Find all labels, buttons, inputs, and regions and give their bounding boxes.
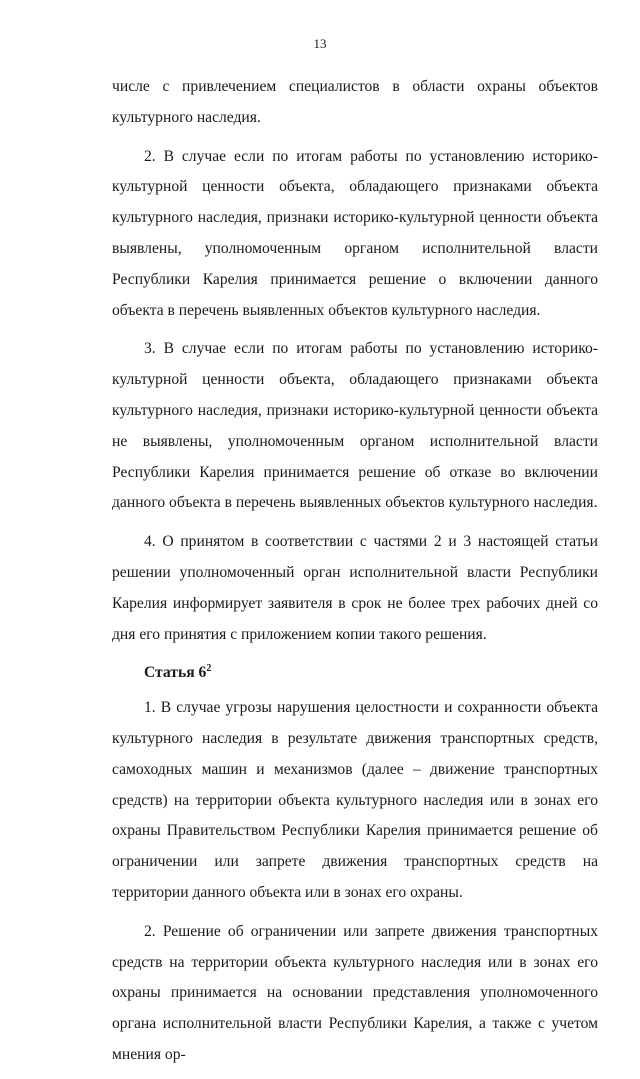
paragraph-item-4: 4. О принятом в соответствии с частями 2 и 3 настоящей статьи решении уполномоченный орган исполнительной власти Республики Карелия информирует заявителя в срок не более трех рабочих дней со дня его принятия с приложением копии такого решения. xyxy=(112,533,598,643)
paragraph-article-item-2: 2. Решение об ограничении или запрете движения транспортных средств на территории объекта культурного наследия или в зонах его охраны принимается на основании представления уполномоченного органа исполнительной власти Республики Карелия, а также с учетом мнения ор- xyxy=(112,922,598,1063)
page-number: 13 xyxy=(313,36,327,51)
document-body xyxy=(112,72,598,1079)
article-heading-superscript: 2 xyxy=(206,663,212,675)
paragraph-continued: числе с привлечением специалистов в области охраны объектов культурного наследия. xyxy=(112,78,598,126)
paragraph-item-3: 3. В случае если по итогам работы по установлению историко-культурной ценности объекта, обладающего признаками объекта культурного наследия, признаки историко-культурной ценности объекта не выявлены, уполномоченным органом исполнительной власти Республики Карелия принимается решение об отказе во включении данного объекта в перечень выявленных объектов культурного наследия. xyxy=(112,340,598,512)
paragraph-item-2: 2. В случае если по итогам работы по установлению историко-культурной ценности объекта, обладающего признаками объекта культурного наследия, признаки историко-культурной ценности объекта выявлены, уполномоченным органом исполнительной власти Республики Карелия принимается решение о включении данного объекта в перечень выявленных объектов культурного наследия. xyxy=(112,147,598,319)
article-heading-text: Статья 6 xyxy=(144,664,207,682)
paragraph-article-item-1: 1. В случае угрозы нарушения целостности и сохранности объекта культурного наследия в результате движения транспортных средств, самоходных машин и механизмов (далее – движение транспортных средств) на территории объекта культурного наследия или в зонах его охраны Правительством Республики Карелия принимается решение об ограничении или запрете движения транспортных средств на территории данного объекта или в зонах его охраны. xyxy=(112,699,598,901)
article-heading xyxy=(112,658,598,689)
